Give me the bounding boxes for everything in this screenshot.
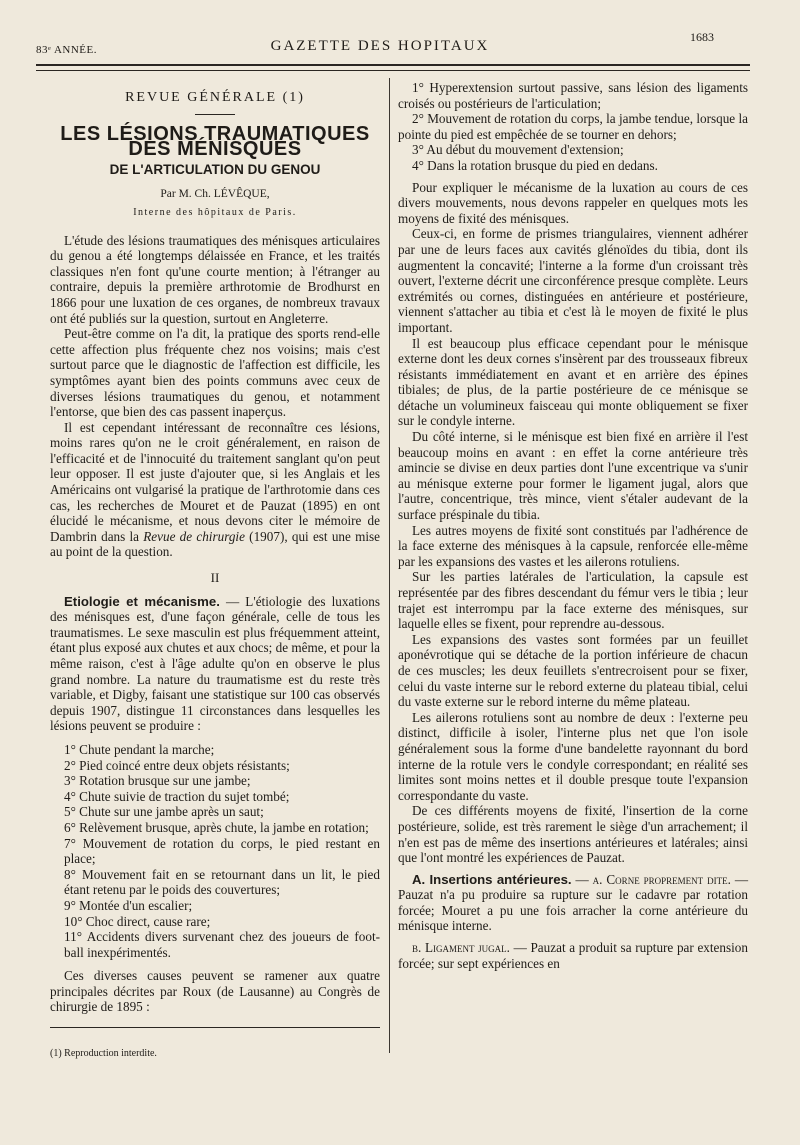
journal-citation: Revue de chirurgie — [143, 528, 245, 544]
header-rule — [36, 64, 750, 66]
footnote: (1) Reproduction interdite. — [50, 1048, 157, 1060]
list-item: 8° Mouvement fait en se retournant dans un lit, le pied étant retenu par le poids des couvertures; — [64, 866, 380, 898]
list-item: 6° Relèvement brusque, après chute, la jambe en rotation; — [64, 819, 369, 835]
list-item: 3° Au début du mouvement d'extension; — [412, 142, 624, 158]
list-item: 3° Rotation brusque sur une jambe; — [64, 773, 251, 789]
author-title: Interne des hôpitaux de Paris. — [133, 206, 297, 218]
sub-item-label: b. Ligament jugal. — [412, 940, 510, 956]
paragraph: Sur les parties latérales de l'articulation, la capsule est représentée par des fibres descendant du fémur vers le tibia ; leur trajet est interrompu par la face externe des ménisques, sur laquelle elles se fixent, pour reprendre au-dessous. — [398, 569, 748, 632]
list-item: 2° Mouvement de rotation du corps, la jambe tendue, lorsque la pointe du pied est empêchée de se tourner en dehors; — [398, 111, 748, 142]
footnote-rule — [50, 1027, 380, 1028]
section-number: II — [210, 570, 220, 586]
section-label: REVUE GÉNÉRALE (1) — [125, 90, 305, 105]
year-label: 83ᵉ ANNÉE. — [36, 44, 97, 56]
paragraph: Les expansions des vastes sont formées par un feuillet aponévrotique qui se détache de la portion inférieure de chacun de ces muscles; les deux feuillets s'entrecroisent pour se fixer, celui du vaste interne sur le rebord externe du plateau tibial, celui du vaste externe sur le rebord interne du même plateau. — [398, 631, 748, 710]
list-item: 4° Dans la rotation brusque du pied en dedans. — [412, 157, 658, 173]
paragraph: Les ailerons rotuliens sont au nombre de deux : l'externe peu distinct, difficile à isoler, l'interne plus net que l'on isole généralement sous la forme d'une bandelette rayonnant du bord interne de la rotule vers le condyle correspondant; en réalité ses limites sont moins nettes et il double presque toute l'expansion correspondante du vaste. — [398, 709, 748, 803]
article-title: LES LÉSIONS TRAUMATIQUES DES MÉNISQUES — [60, 122, 370, 161]
subsection-heading: A. Insertions antérieures. — [412, 871, 572, 887]
paragraph: Il est beaucoup plus efficace cependant pour le ménisque externe dont les deux cornes s'insèrent par des trousseaux fibreux résistants immédiatement en avant et en arrière des épines tibiales; de plus, de la partie postérieure de ce ménisque se détache un volumineux faisceau qui monte obliquement se fixer sur le condyle interne. — [398, 335, 748, 429]
column-divider — [389, 78, 390, 1053]
list-item: 1° Chute pendant la marche; — [64, 741, 215, 757]
journal-title: GAZETTE DES HOPITAUX — [270, 38, 490, 54]
paragraph: Du côté interne, si le ménisque est bien fixé en arrière il l'est beaucoup moins en avant : en effet la corne antérieure très amincie se divise en deux parties dont l'une excentrique va s'unir au ménisque externe pour former le ligament jugal, alors que l'autre, concentrique, très mince, vient s'étaler audevant de la surface préspinale du tibia. — [398, 429, 748, 523]
page-number: 1683 — [690, 30, 714, 44]
left-column — [50, 86, 380, 1062]
paragraph: Peut-être comme on l'a dit, la pratique des sports rend-elle cette affection plus fréquente chez nos voisins; mais c'est surtout parce que le diagnostic de l'affection est difficile, les symptômes ayant bien des points communs avec ceux de diverses lésions traumatiques du genou, et notamment l'entorse, que bien des cas passent inaperçus. — [50, 326, 380, 420]
sub-item-label: a. Corne proprement dite. — [592, 871, 731, 887]
paragraph: Il est cependant intéressant de reconnaître ces lésions, moins rares qu'on ne le croit généralement, en raison de l'efficacité et de l'innocuité du traitement sanglant qu'on peut leur opposer. Il est juste d'ajouter que, si les Anglais et les Américains ont vulgarisé la pratique de l'arthrotomie dans ces cas, les recherches de Mouret et de Pauzat (1895) en ont élucidé le mécanisme, et nous devons citer le mémoire de Dambrin dans la Revue de chirurgie (1907), qui est une mise au point de la question. — [50, 419, 380, 560]
paragraph: Ces diverses causes peuvent se ramener aux quatre principales décrites par Roux (de Lausanne) au Congrès de chirurgie de 1895 : — [50, 968, 380, 1015]
paragraph: Etiologie et mécanisme. — L'étiologie des luxations des ménisques est, d'une façon générale, celle de tous les traumatismes. Le sexe masculin est plus fréquemment atteint, étant plus exposé aux chutes et aux chocs; de même, et pour la même raison, c'est à l'âge adulte qu'on en observe le plus grand nombre. La nature du traumatisme est du reste très variable, et Digby, faisant une statistique sur 100 cas observés depuis 1907, distingue 11 circonstances dans lesquelles les lésions peuvent se produire : — [50, 593, 380, 734]
list-item: 7° Mouvement de rotation du corps, le pied restant en place; — [64, 835, 380, 867]
paragraph: L'étude des lésions traumatiques des ménisques articulaires du genou a été longtemps délaissée en France, et les traités classiques n'en font qu'une courte mention; à l'étranger au contraire, depuis la première arthrotomie de Brodhurst en 1866 pour une luxation de ces organes, de nombreux travaux ont été publiés sur la question, surtout en Angleterre. — [50, 232, 380, 326]
section-heading: Etiologie et mécanisme. — [64, 593, 220, 609]
list-item: 10° Choc direct, cause rare; — [64, 913, 211, 929]
title-rule — [195, 114, 235, 115]
paragraph: Ceux-ci, en forme de prismes triangulaires, viennent adhérer par une de leurs faces aux cavités glénoïdes du tibia, dont ils augmentent la concavité; l'interne a la forme d'un croissant très ouvert, l'externe décrit une circonférence presque complète. Leurs extrémités ou cornes, distinguées en antérieure et postérieure, viennent s'attacher au tibia et c'est là le moyen de fixité le plus important. — [398, 226, 748, 335]
header-rule-thin — [36, 70, 750, 71]
right-column — [398, 80, 748, 971]
paragraph: b. Ligament jugal. — Pauzat a produit sa rupture par extension forcée; sur sept expériences en — [398, 940, 748, 971]
paragraph: Les autres moyens de fixité sont constitués par l'adhérence de la face externe des ménisques à la capsule, renforcée elle-même par les expansions des vastes et les ailerons rotuliens. — [398, 522, 748, 569]
list-item: 4° Chute suivie de traction du sujet tombé; — [64, 788, 290, 804]
article-subtitle: DE L'ARTICULATION DU GENOU — [109, 161, 321, 177]
paragraph: De ces différents moyens de fixité, l'insertion de la corne postérieure, solide, est très rarement le siège d'un arrachement; il n'en est pas de même des insertions antérieures et latérales; ainsi que l'ont montré les expériences de Pauzat. — [398, 803, 748, 866]
paragraph: A. Insertions antérieures. — a. Corne proprement dite. — Pauzat n'a pu produire sa rupture sur le cadavre par rotation forcée; Mouret a pu une fois arracher la corne antérieure du ménisque interne. — [398, 871, 748, 934]
author-line: Par M. Ch. LÉVÊQUE, — [160, 188, 270, 201]
paragraph: Pour expliquer le mécanisme de la luxation au cours de ces divers mouvements, nous devons rappeler en quelques mots les moyens de fixité des ménisques. — [398, 179, 748, 226]
causes-list — [50, 742, 380, 960]
list-item: 11° Accidents divers survenant chez des joueurs de foot-ball inexpérimentés. — [64, 929, 380, 960]
list-item: 2° Pied coincé entre deux objets résistants; — [64, 757, 290, 773]
list-item: 5° Chute sur une jambe après un saut; — [64, 804, 264, 820]
list-item: 1° Hyperextension surtout passive, sans lésion des ligaments croisés ou postérieurs de l'articulation; — [398, 80, 748, 111]
list-item: 9° Montée d'un escalier; — [64, 897, 193, 913]
